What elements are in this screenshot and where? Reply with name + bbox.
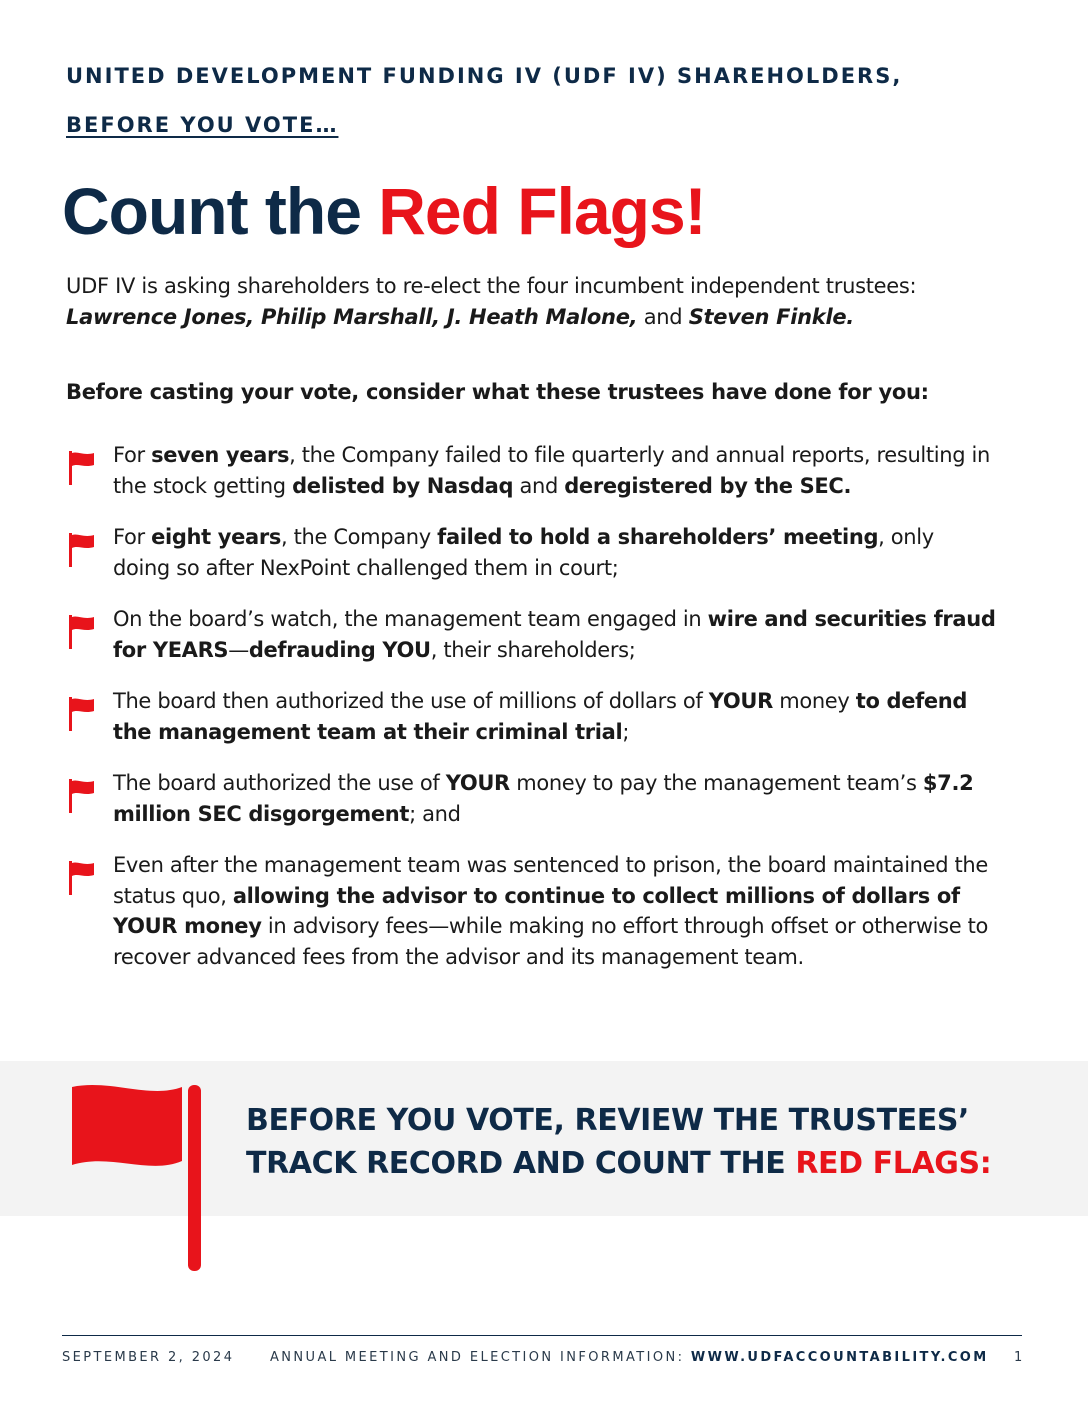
trustee-name: Philip Marshall,: [260, 305, 447, 329]
trustee-name: J. Heath Malone,: [446, 305, 638, 329]
red-flag-item: [66, 686, 996, 747]
bullet-text: , only doing so after NexPoint challenged them in court;: [113, 525, 934, 580]
red-flag-icon: [68, 778, 96, 814]
page-number: 1: [1014, 1350, 1023, 1365]
bullet-text: money to pay the management team’s: [509, 771, 923, 795]
bullet-emphasis: $7.2 million SEC disgorgement: [113, 771, 974, 826]
footer-date: SEPTEMBER 2, 2024: [62, 1350, 235, 1365]
bullet-emphasis: YOUR: [445, 771, 510, 795]
bullet-emphasis: seven years: [151, 443, 290, 467]
trustee-name: Lawrence Jones,: [66, 305, 261, 329]
page-title: [62, 174, 706, 248]
bullet-emphasis: failed to hold a shareholders’ meeting: [437, 525, 879, 549]
bullet-text: ; and: [409, 801, 461, 826]
red-flag-icon: [68, 450, 96, 486]
bullet-emphasis: eight years: [151, 525, 281, 549]
footer-info-label: ANNUAL MEETING AND ELECTION INFORMATION:: [270, 1350, 691, 1365]
red-flag-item: [66, 440, 996, 501]
intro-text: UDF IV is asking shareholders to re-elect the four incumbent independent trustees:: [66, 274, 917, 298]
large-red-flag-icon: [70, 1083, 210, 1271]
red-flag-item: [66, 768, 996, 829]
bullet-emphasis: allowing the advisor to continue to collect millions of dollars of YOUR money: [113, 883, 960, 938]
kicker-line-1: UNITED DEVELOPMENT FUNDING IV (UDF IV) SHAREHOLDERS,: [66, 64, 903, 88]
bullet-text: On the board’s watch, the management team engaged in: [113, 607, 708, 631]
trustee-name: Steven Finkle.: [688, 305, 854, 329]
title-part-2: Red Flags!: [378, 174, 706, 248]
banner-red-flags: RED FLAGS:: [795, 1146, 992, 1181]
bullet-emphasis: defrauding YOU: [248, 637, 431, 662]
bullet-text: money: [772, 689, 856, 713]
bullet-text: , their shareholders;: [430, 637, 636, 662]
bullet-text: The board authorized the use of: [113, 771, 446, 795]
red-flag-icon: [68, 532, 96, 568]
bullet-emphasis: YOUR: [708, 689, 773, 713]
bullet-emphasis: wire and securities fraud for YEARS: [113, 607, 996, 662]
intro-paragraph: [66, 271, 966, 333]
bullet-text: For: [113, 443, 152, 467]
bullet-text: Even after the management team was sentenced to prison, the board maintained the status quo,: [113, 853, 988, 908]
bullet-text: , the Company: [280, 525, 438, 549]
bullet-text: , the Company failed to file quarterly and annual reports, resulting in the stock getting: [113, 443, 990, 498]
red-flag-list: [66, 440, 996, 993]
bullet-emphasis: deregistered by the SEC.: [564, 473, 852, 498]
bullet-text: The board then authorized the use of millions of dollars of: [113, 689, 709, 713]
bullet-text: in advisory fees—while making no effort through offset or otherwise to recover advanced fees from the advisor and its management team.: [113, 914, 988, 969]
bullet-emphasis: to defend the management team at their criminal trial: [113, 689, 968, 744]
bullet-emphasis: delisted by Nasdaq: [292, 473, 514, 498]
intro-and: and: [637, 305, 689, 329]
red-flag-item: [66, 522, 996, 583]
red-flag-icon: [68, 614, 96, 650]
title-part-1: Count the: [62, 174, 379, 248]
banner-line-2: TRACK RECORD AND COUNT THE: [246, 1146, 796, 1181]
footer-divider: [62, 1335, 1022, 1336]
kicker-line-2: BEFORE YOU VOTE…: [66, 113, 339, 137]
footer-url-link[interactable]: WWW.UDFACCOUNTABILITY.COM: [690, 1350, 989, 1365]
lead-sentence: Before casting your vote, consider what these trustees have done for you:: [66, 380, 929, 404]
banner-line-1: BEFORE YOU VOTE, REVIEW THE TRUSTEES’: [246, 1103, 970, 1138]
bullet-text: ;: [622, 719, 630, 744]
cta-banner-text: [246, 1099, 991, 1185]
bullet-text: and: [513, 473, 565, 498]
red-flag-item: [66, 850, 996, 972]
red-flag-icon: [68, 860, 96, 896]
footer-info: [270, 1350, 989, 1365]
bullet-text: —: [228, 637, 249, 662]
red-flag-item: [66, 604, 996, 665]
bullet-text: For: [113, 525, 152, 549]
red-flag-icon: [68, 696, 96, 732]
